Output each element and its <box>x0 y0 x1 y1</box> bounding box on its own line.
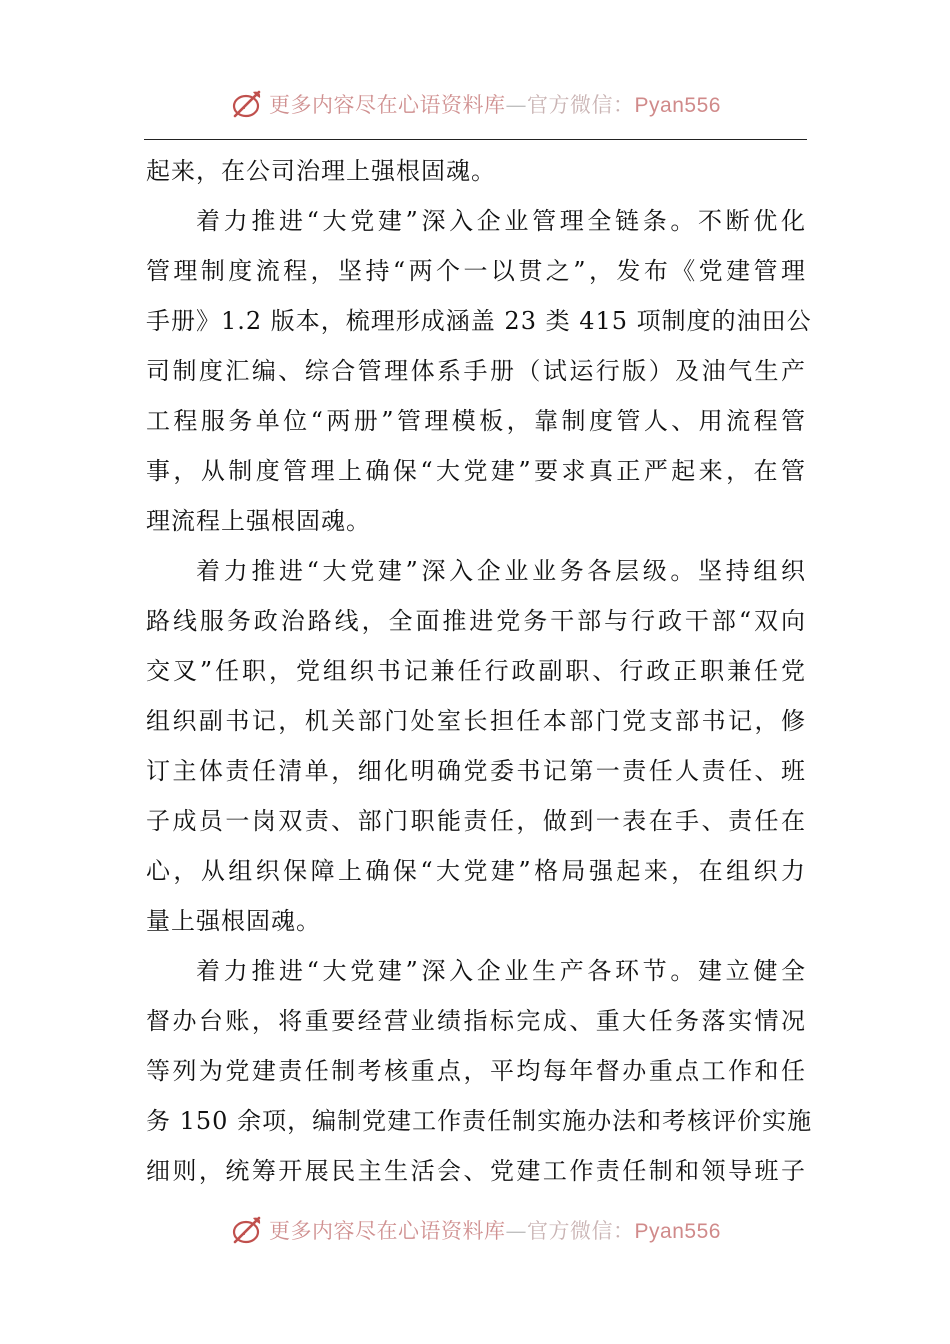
header-brand-text <box>269 89 721 119</box>
body-line: 起来，在公司治理上强根固魂。 <box>146 157 496 185</box>
footer-brand-sub: 官方微信： <box>527 1219 635 1243</box>
footer-wechat-id: Pyan556 <box>634 1220 721 1243</box>
body-line: 订主体责任清单，细化明确党委书记第一责任人责任、班 <box>146 757 806 785</box>
footer-brand-text <box>269 1215 721 1245</box>
paragraph-start-line: 着力推进“大党建”深入企业管理全链条。不断优化 <box>196 207 806 235</box>
paragraph-start-line: 着力推进“大党建”深入企业生产各环节。建立健全 <box>196 957 806 985</box>
body-line: 务 150 余项，编制党建工作责任制实施办法和考核评价实施 <box>146 1107 813 1135</box>
footer-banner <box>0 1210 950 1250</box>
body-line: 工程服务单位“两册”管理模板，靠制度管人、用流程管 <box>146 407 806 435</box>
header-divider <box>144 139 807 140</box>
body-line: 事，从制度管理上确保“大党建”要求真正严起来，在管 <box>146 457 806 485</box>
paragraph-start-line: 着力推进“大党建”深入企业业务各层级。坚持组织 <box>196 557 806 585</box>
body-line: 督办台账，将重要经营业绩指标完成、重大任务落实情况 <box>146 1007 806 1035</box>
body-line: 路线服务政治路线，全面推进党务干部与行政干部“双向 <box>146 607 806 635</box>
body-line: 司制度汇编、综合管理体系手册（试运行版）及油气生产 <box>146 357 806 385</box>
header-brand-dash: — <box>505 93 528 117</box>
header-wechat-id: Pyan556 <box>634 94 721 117</box>
header-banner <box>0 84 950 124</box>
body-line: 理流程上强根固魂。 <box>146 507 371 535</box>
body-line: 心，从组织保障上确保“大党建”格局强起来，在组织力 <box>146 857 806 885</box>
header-brand-main: 更多内容尽在心语资料库 <box>269 93 506 117</box>
body-line: 量上强根固魂。 <box>146 907 321 935</box>
body-line: 子成员一岗双责、部门职能责任，做到一表在手、责任在 <box>146 807 806 835</box>
footer-brand-main: 更多内容尽在心语资料库 <box>269 1219 506 1243</box>
footer-brand-dash: — <box>505 1219 528 1243</box>
body-line: 手册》1.2 版本，梳理形成涵盖 23 类 415 项制度的油田公 <box>146 307 812 335</box>
body-line: 管理制度流程，坚持“两个一以贯之”，发布《党建管理 <box>146 257 806 285</box>
quill-logo-icon <box>229 86 265 122</box>
document-body <box>146 146 813 1196</box>
body-line: 细则，统筹开展民主生活会、党建工作责任制和领导班子 <box>146 1157 806 1185</box>
body-line: 交叉”任职，党组织书记兼任行政副职、行政正职兼任党 <box>146 657 806 685</box>
header-brand-sub: 官方微信： <box>527 93 635 117</box>
quill-logo-icon <box>229 1212 265 1248</box>
body-line: 等列为党建责任制考核重点，平均每年督办重点工作和任 <box>146 1057 806 1085</box>
body-line: 组织副书记，机关部门处室长担任本部门党支部书记，修 <box>146 707 806 735</box>
